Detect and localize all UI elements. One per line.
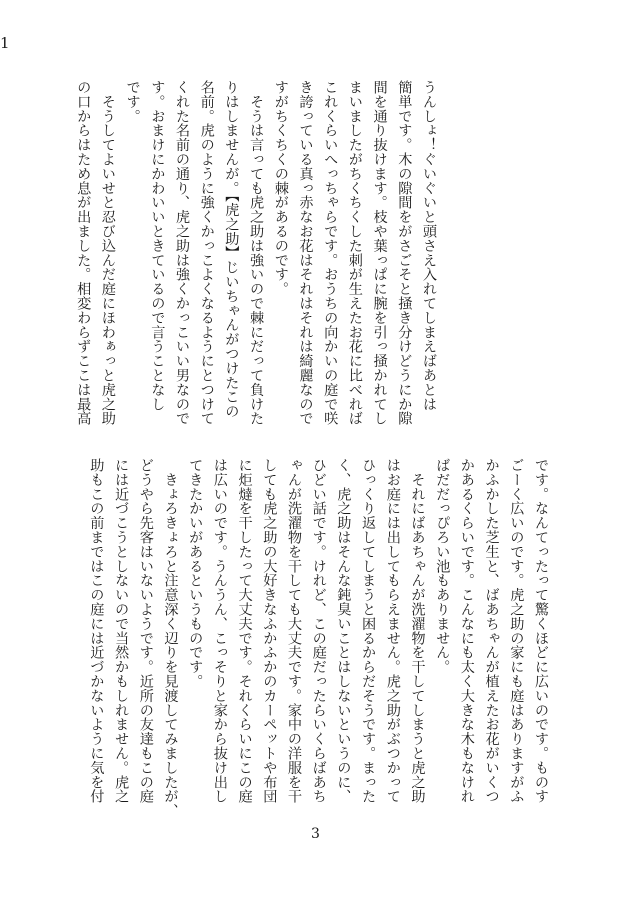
text-column: りはしませんが。【虎之助】じいちゃんがつけたこの [223,80,240,419]
text-column: 簡単です。木の隙間をがさごそと掻き分けどうにか隙 [396,80,413,426]
text-column: きょろきょろと注意深く辺りを見渡してみましたが、 [162,458,179,818]
text-column: く、虎之助はそんな鈍臭いことはしないというのに、 [335,458,352,804]
text-column: ばだだっぴろい池もありません。 [434,458,451,674]
text-column: てきたかいがあるというものです。 [187,458,204,689]
text-column: そうしてよいせと忍び込んだ庭にほわぁっと虎之助 [99,80,116,426]
text-column: き誇っている真っ赤なお花はそれはそれは綺麗なので [297,80,314,426]
text-column: 間を通り抜けます。枝や葉っぱに腕を引っ掻かれてし [371,80,388,426]
text-column: ひっくり返してしまうと困るからだそうです。まった [360,458,377,804]
text-column: これくらいへっちゃらです。おうちの向かいの庭で咲 [322,80,339,426]
chapter-number: 1 [0,34,10,52]
text-column: うんしょ！ぐいぐいと頭さえ入れてしまえばあとは [421,80,437,412]
top-text-block [75,80,439,426]
text-column: そうは言っても虎之助は強いので棘にだって負けた [248,80,265,426]
text-column: す。おまけにかわいいときているので言うことなし [149,80,166,412]
text-column: かあるくらいです。こんなにも太く大きな木もなけれ [458,458,475,804]
text-column: に炬燵を干したって大丈夫です。それくらいにこの庭 [236,458,253,804]
text-column: 名前。虎のように強くかっこよくなるようにとつけて [198,80,215,426]
text-column: には近づこうとしないので当然かもしれません。虎之 [113,458,130,804]
text-column: です。 [124,80,141,124]
text-column: の口からはため息が出ました。相変わらずここは最高 [75,80,92,426]
text-column: ごーく広いのです。虎之助の家にも庭はありますがふ [508,458,525,804]
text-column: しても虎之助の大好きなふかふかのカーペットや布団 [261,458,278,804]
text-column: はお庭には出してもらえません。虎之助がぶつかって [384,458,401,804]
page-number: 3 [311,826,320,842]
text-column: ひどい話です。けれど、この庭だったらいくらばあち [310,458,327,804]
text-column: は広いのです。うんうん、こっそりと家から抜け出し [211,458,228,804]
text-column: くれた名前の通り、虎之助は強くかっこいい男なので [174,80,190,426]
text-column: かふかした芝生と、ばあちゃんが植えたお花がいくつ [483,458,500,804]
bottom-text-block [81,458,551,818]
text-column: どうやら先客はいないようです。近所の友達もこの庭 [137,458,154,804]
text-column: です。なんてったって驚くほどに広いのです。ものす [533,458,549,804]
text-column: まいましたがちくちくした刺が生えたお花に比べれば [346,80,363,426]
text-column: すがちくちくの棘があるのです。 [272,80,289,296]
text-column: 助もこの前まではこの庭には近づかないように気を付 [88,458,105,804]
text-column: ゃんが洗濯物を干しても大丈夫です。家中の洋服を干 [286,458,302,804]
text-column: それにばあちゃんが洗濯物を干してしまうと虎之助 [409,458,426,804]
